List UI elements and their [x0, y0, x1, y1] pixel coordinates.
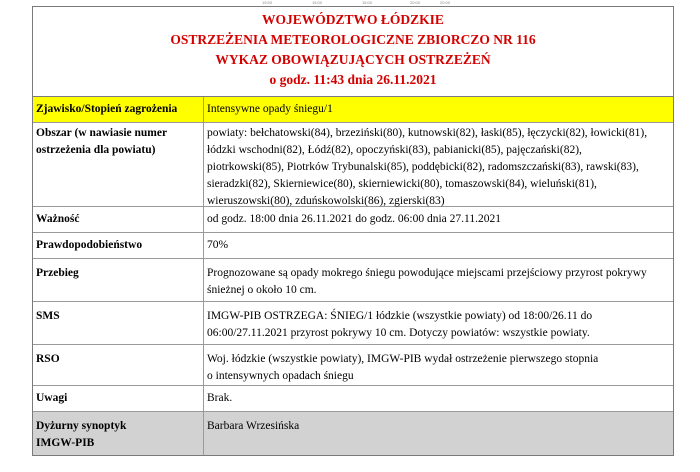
rso-value	[204, 345, 673, 385]
course-value-line: Prognozowane są opady mokrego śniegu powodujące miejscami przejściowy przyrost pokrywy	[207, 267, 647, 279]
rso-value-line: Woj. łódzkie (wszystkie powiaty), IMGW-PIB wydał ostrzeżenie pierwszego stopnia	[207, 353, 599, 365]
tick-label: 15:00	[362, 0, 373, 5]
rso-value-line: o intensywnych opadach śniegu	[207, 370, 354, 382]
area-value-line: piotrkowski(85), Piotrków Trybunalski(85), poddębicki(82), radomszczański(83), rawski(83),	[207, 161, 639, 173]
area-value-line: wieruszowski(80), zduńskowolski(86), zgierski(83)	[207, 195, 445, 207]
sms-value-line: IMGW-PIB OSTRZEGA: ŚNIEG/1 łódzkie (wszystkie powiaty) od 18:00/26.11 do	[207, 310, 593, 322]
validity-value: od godz. 18:00 dnia 26.11.2021 do godz. 06:00 dnia 27.11.2021	[207, 213, 501, 225]
sms-label: SMS	[33, 302, 204, 344]
area-label-line: Obszar (w nawiasie numer	[36, 127, 168, 139]
probability-value: 70%	[207, 239, 229, 251]
phenomenon-value: Intensywne opady śniegu/1	[204, 97, 673, 122]
tick-label: 20:00	[410, 0, 421, 5]
course-row	[33, 259, 673, 302]
header-bulletin-number: OSTRZEŻENIA METEOROLOGICZNE ZBIORCZO NR 116	[170, 32, 536, 47]
validity-label: Ważność	[33, 207, 204, 232]
phenomenon-row	[33, 97, 673, 123]
tick-label: 15:00	[312, 0, 323, 5]
duty-forecaster-label	[33, 412, 204, 455]
duty-label-line: Dyżurny synoptyk	[36, 420, 127, 432]
duty-forecaster-row	[33, 412, 673, 455]
duty-label-line: IMGW-PIB	[36, 437, 95, 449]
area-row	[33, 123, 673, 207]
probability-row	[33, 233, 673, 259]
notes-label: Uwagi	[33, 386, 204, 411]
phenomenon-label: Zjawisko/Stopień zagrożenia	[33, 97, 204, 122]
course-label: Przebieg	[33, 259, 204, 301]
sms-row	[33, 302, 673, 345]
area-label	[33, 123, 204, 206]
notes-value: Brak.	[207, 392, 233, 404]
sms-value	[204, 302, 673, 344]
rso-row	[33, 345, 673, 386]
area-value-line: powiaty: bełchatowski(84), brzeziński(80), kutnowski(82), łaski(85), łęczycki(82), łowicki(81),	[207, 127, 648, 139]
warning-header	[33, 7, 673, 97]
area-label-line: ostrzeżenia dla powiatu)	[36, 144, 156, 156]
sms-value-line: 06:00/27.11.2021 przyrost pokrywy 10 cm. Dotyczy powiatów: wszystkie powiaty.	[207, 327, 590, 339]
notes-row	[33, 386, 673, 412]
validity-row	[33, 207, 673, 233]
warning-sheet	[32, 6, 674, 456]
duty-forecaster-name: Barbara Wrzesińska	[204, 412, 673, 455]
area-value-line: sieradzki(82), Skierniewice(80), skierniewicki(80), tomaszowski(84), wieluński(81),	[207, 178, 597, 190]
rso-label: RSO	[33, 345, 204, 385]
area-value	[204, 123, 673, 206]
probability-label: Prawdopodobieństwo	[33, 233, 204, 258]
course-value-line: śnieżnej o około 10 cm.	[207, 284, 317, 296]
course-value	[204, 259, 673, 301]
header-region: WOJEWÓDZTWO ŁÓDZKIE	[262, 12, 444, 27]
area-value-line: łódzki wschodni(82), Łódź(82), opoczyński(83), pabianicki(85), pajęczański(82),	[207, 144, 582, 156]
tick-label: 19:53	[262, 0, 273, 5]
header-list-title: WYKAZ OBOWIĄZUJĄCYCH OSTRZEŻEŃ	[215, 52, 491, 67]
header-issued-time: o godz. 11:43 dnia 26.11.2021	[269, 72, 437, 87]
tick-label: 20:00	[440, 0, 451, 5]
